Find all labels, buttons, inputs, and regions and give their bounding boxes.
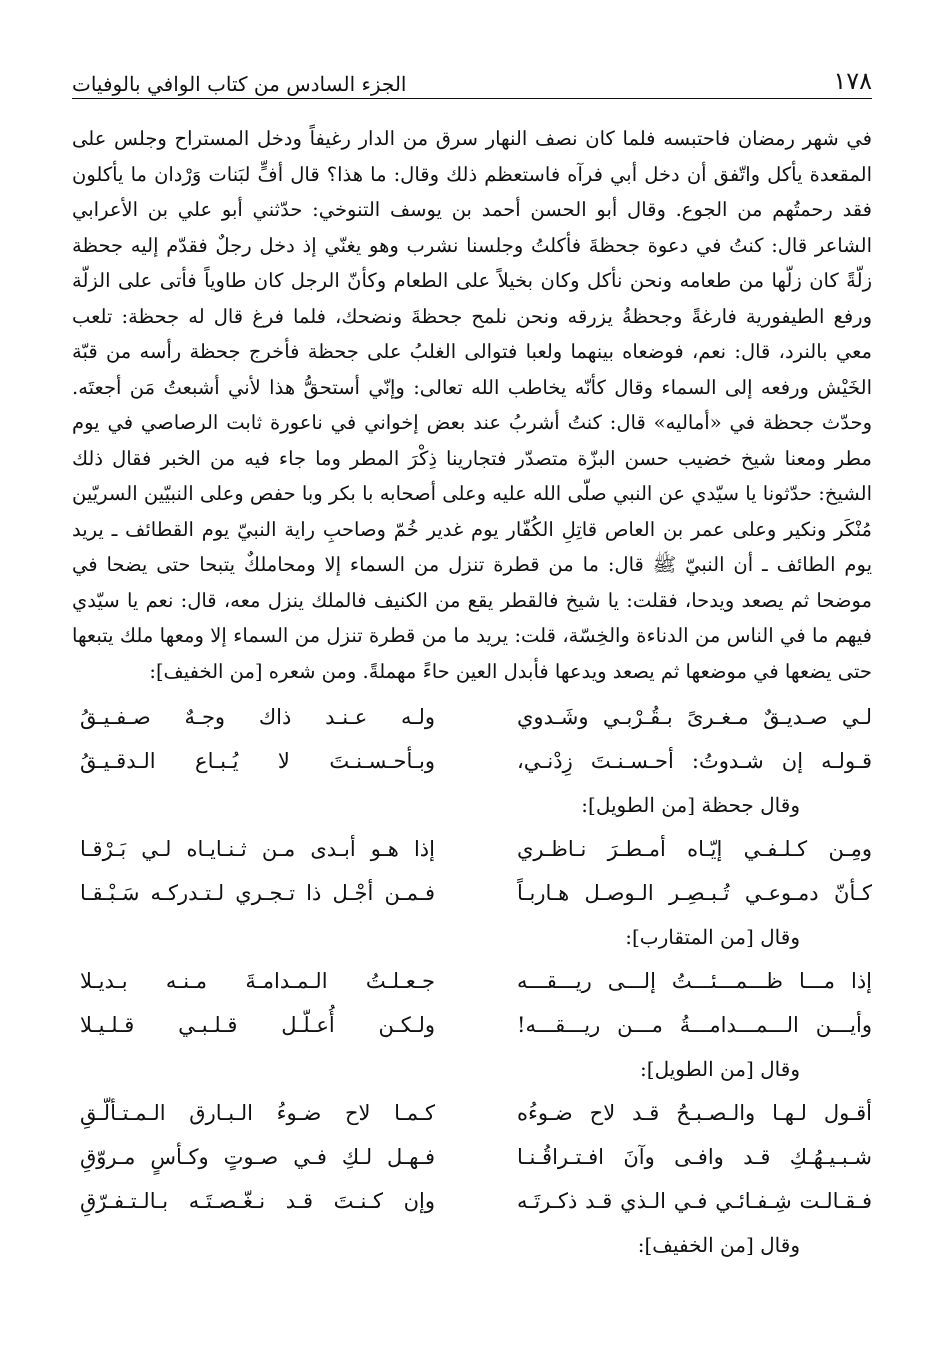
first-hemistich: فـقـالـت شِـفـائـي فـي الـذي قـد ذكـرتَـه <box>517 1189 872 1213</box>
second-hemistich: وإن كـنـتَ قـد نـغّـصـتَـه بـالـتـفـرّقِ <box>80 1189 435 1213</box>
second-hemistich: فـمـن أجْـل ذا تـجـري لـتـدركـه سَـبْـقـا <box>80 881 435 905</box>
first-hemistich: لـي صـديـقٌ مـغـرىً بـقُـرْبـي وشَـدوي <box>517 705 872 729</box>
verse-line <box>72 1179 872 1223</box>
first-hemistich: ومِـن كـلـفـي إيّـاه أمـطـرَ نـاظـري <box>517 837 872 861</box>
poem-tawil-2 <box>72 1047 872 1223</box>
verse-line <box>72 871 872 915</box>
running-title: الجزء السادس من كتاب الوافي بالوفيات <box>72 72 407 96</box>
second-hemistich: وبـأحـسـنـتَ لا يُـبـاع الـدقـيـقُ <box>80 749 435 773</box>
prose-paragraph: في شهر رمضان فاحتبسه فلما كان نصف النهار سرق من الدار رغيفاً ودخل المستراح وجلس على المقعدة يأكل واتّفق أن دخل أبي فرآه فاستعظم ذلك وقال: ما هذا؟ قال أفٍّ لبَنات وَرْدان ما يأكلون فقد رحمتُهم من الجوع. وقال أبو الحسن أحمد بن يوسف التنوخي: حدّثني أبو علي بن الأعرابي الشاعر قال: كنتُ في دعوة جحظةَ فأكلتُ وجلسنا نشرب وهو يغنّي إذ دخل رجلٌ فقدّم إليه جحظة زلّةً كان زلّها من طعامه ونحن نأكل وكان بخيلاً على الطعام وكأنّ الرجل كان طاوياً فأتى على الزلّة ورفع الطيفورية فارغةً وجحظةُ يزرقه ونحن نلمح جحظةَ ونضحك، فلما فرغ قال له جحظة: تلعب معي بالنرد، قال: نعم، فوضعاه بينهما ولعبا فتوالى الغلبُ على جحظة فأخرج جحظة رأسه من قبّة الخَيْش ورفعه إلى السماء وقال كأنّه يخاطب الله تعالى: وإنّي أستحقُّ هذا لأني أشبعتُ مَن أجعتَه. وحدّث جحظة في «أماليه» قال: كنتُ أشربُ عند بعض إخواني في ناعورة ثابت الرصاصي في يوم مطر ومعنا شيخ خضيب حسن البزّة متصدّر فتجارينا ذِكْرَ المطر وما جاء فيه من الخبر فقال ذلك الشيخ: حدّثونا يا سيّدي عن النبي صلّى الله عليه وعلى أصحابه با بكر وبا حفص وعلى النبيّين السريّين مُنْكَر ونكير وعلى عمر بن العاص قاتِلِ الكُفّار يوم غدير خُمّ وصاحبِ راية النبيّ يوم القطائف ـ يريد يوم الطائف ـ أن النبيّ ﷺ قال: ما من قطرة تنزل من السماء إلا ومحاملكٌ يتبحا حتى يضحا في موضحا ثم يصعد ويدحا، فقلت: يا شيخ فالقطر يقع من الكنيف فالملك ينزل معه، قال: نعم يا سيّدي فيهم ما في الناس من الدناءة والخِسّة، قلت: يريد ما من قطرة تنزل من السماء إلا ومعها ملك يتبعها حتى يضعها في موضعها ثم يصعد ويدعها فأبدل العين حاءً مهملةً. ومن شعره [من الخفيف]: <box>72 127 872 683</box>
page-header <box>72 58 872 96</box>
poems-section <box>72 695 872 1267</box>
second-hemistich: جـعـلـتُ الـمـدامـةَ مـنـه بـديـلا <box>80 969 435 993</box>
poem-intro: وقال [من الخفيف]: <box>637 1233 800 1257</box>
second-hemistich: ولـكـن أُعـلّـل قـلـبـي قـلـيـلا <box>80 1013 435 1037</box>
verse-line <box>72 1091 872 1135</box>
book-page <box>72 58 872 1267</box>
poem-khafif-2 <box>72 1223 872 1267</box>
verse-line <box>72 959 872 1003</box>
verse-line <box>72 827 872 871</box>
header-rule <box>72 98 872 99</box>
poem-intro: وقال [من الطويل]: <box>640 1057 800 1081</box>
first-hemistich: أقـول لـهـا والـصـبـحُ قـد لاح ضـوءُه <box>517 1101 872 1125</box>
poem-intro: وقال جحظة [من الطويل]: <box>581 793 800 817</box>
first-hemistich: كـأنّ دمـوعـي تُـبـصِـر الـوصـل هـاربـاً <box>517 881 872 905</box>
prose-body <box>72 121 872 689</box>
verse-line <box>72 695 872 739</box>
first-hemistich: شـبـيـهُـكِ قـد وافـى وآنَ افـتـراقُـنـا <box>517 1145 872 1169</box>
poem-mutaqarib <box>72 915 872 1047</box>
first-hemistich: إذا مـــا ظـــمـــئـــتُ إلـــى ريـــقـــه <box>517 969 872 993</box>
page-number: ١٧٨ <box>833 67 872 96</box>
second-hemistich: إذا هـو أبـدى مـن ثـنـايـاه لـي بَـرْقـا <box>80 837 435 861</box>
verse-line <box>72 1135 872 1179</box>
first-hemistich: وأيـــن الـــمـــدامـــةُ مـــن ريـــقـــه! <box>517 1013 872 1037</box>
second-hemistich: فـهـل لـكِ فـي صـوتٍ وكـأسٍ مـروّقِ <box>80 1145 435 1169</box>
verse-line <box>72 739 872 783</box>
second-hemistich: كـمـا لاح ضـوءُ الـبـارق الـمـتـألّـقِ <box>80 1101 435 1125</box>
poem-intro: وقال [من المتقارب]: <box>625 925 800 949</box>
second-hemistich: ولـه عـنـد ذاك وجـهٌ صـفـيـقُ <box>80 705 435 729</box>
poem-tawil <box>72 783 872 915</box>
verse-line <box>72 1003 872 1047</box>
poem-khafif <box>72 695 872 783</box>
first-hemistich: قـولـه إن شـدوتُ: أحـسـنـتَ زِدْنـي، <box>517 749 872 773</box>
